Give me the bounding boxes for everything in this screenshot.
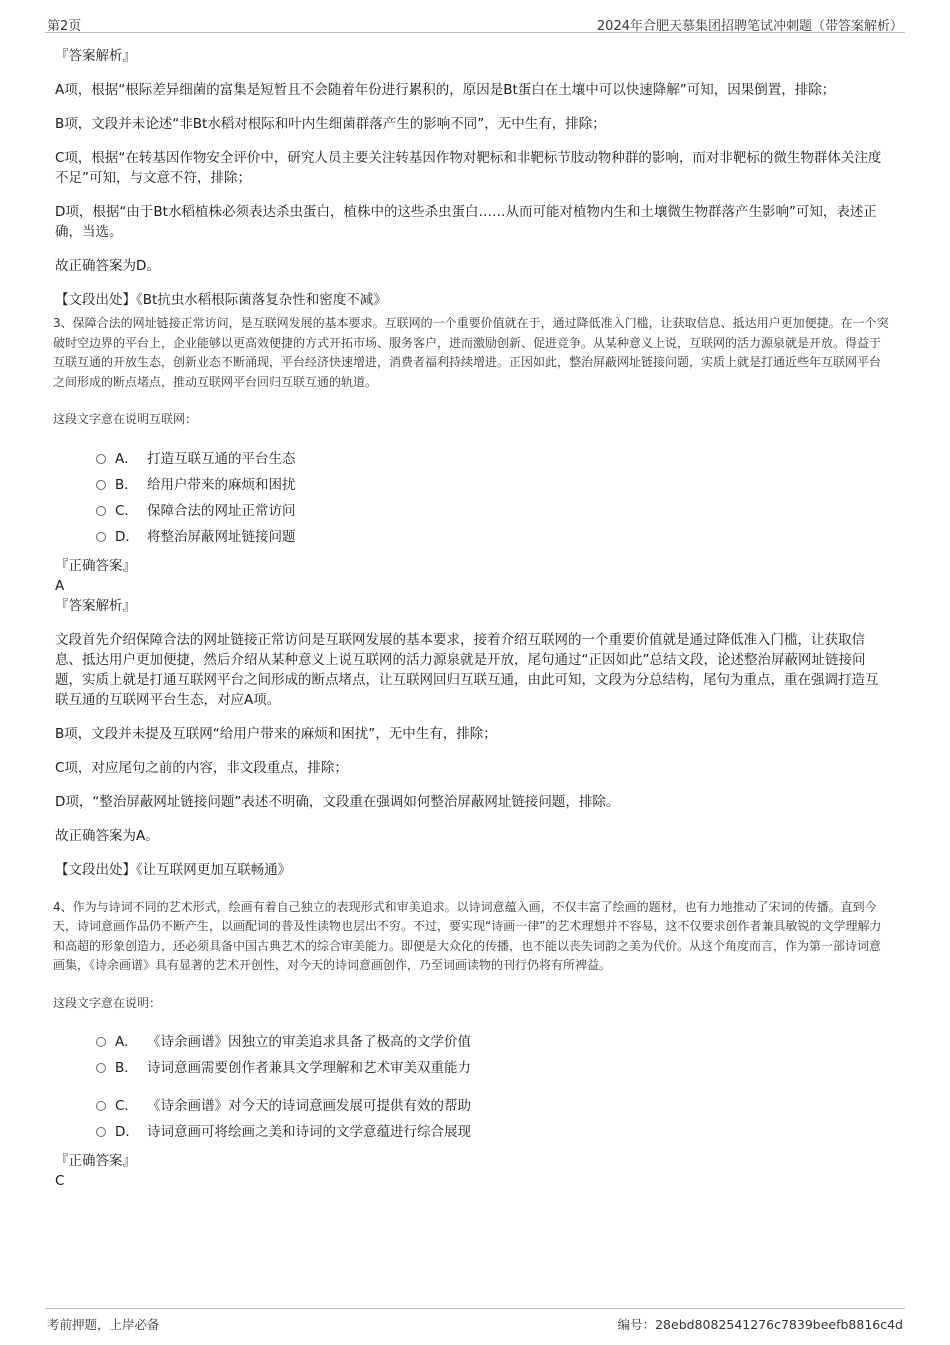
correct-answer: C [55,1173,65,1189]
option-d[interactable] [55,1119,890,1145]
page-footer [45,1308,905,1335]
option-d[interactable] [55,524,890,550]
analysis-main: 文段首先介绍保障合法的网址链接正常访问是互联网发展的基本要求，接着介绍互联网的一个重要价值就是通过降低准入门槛，让获取信息、抵达用户更加便捷，然后介绍从某种意义上说互联网的活力源泉就是开放，尾句通过“正因如此”总结文段，论述整治屏蔽网址链接问题，实质上就是打通互联网平台之间形成的断点堵点，让互联网回归互联互通，由此可知，文段为分总结构，尾句为重点，重在强调打造互联互通的互联网平台生态，对应A项。 [55,631,879,708]
correct-answer: A [55,577,65,594]
page-number: 第2页 [47,19,82,34]
analysis-option-a: A项，根据“根际差异细菌的富集是短暂且不会随着年份进行累积的，原因是Bt蛋白在土壤中可以快速降解”可知，因果倒置，排除； [55,82,836,98]
passage-source: 【文段出处】《让互联网更加互联畅通》 [55,861,292,878]
analysis-option-b: B项，文段并未论述“非Bt水稻对根际和叶内生细菌群落产生的影响不同”，无中生有，排除； [55,116,606,132]
page-content [55,46,890,1191]
option-text: 《诗余画谱》因独立的审美追求具备了极高的文学价值 [147,1034,471,1050]
radio-button-icon[interactable] [96,480,106,490]
radio-button-icon[interactable] [96,454,106,464]
analysis-option-d: D项，根据“由于Bt水稻植株必须表达杀虫蛋白，植株中的这些杀虫蛋白……从而可能对植物内生和土壤微生物群落产生影响”可知，表述正确，当选。 [55,204,877,240]
radio-button-icon[interactable] [96,1037,106,1047]
question-3-prompt: 这段文字意在说明互联网： [53,412,198,426]
radio-button-icon[interactable] [96,1101,106,1111]
correct-answer-heading: 『正确答案』 [55,1153,136,1169]
analysis-option-c: C项，对应尾句之前的内容，非文段重点，排除； [55,759,348,776]
option-letter: A． [115,1034,138,1050]
option-a[interactable] [55,1029,890,1055]
option-text: 《诗余画谱》对今天的诗词意画发展可提供有效的帮助 [147,1098,471,1114]
option-a[interactable] [55,446,890,472]
option-b[interactable] [55,472,890,498]
option-letter: A． [115,450,138,467]
option-text: 诗词意画需要创作者兼具文学理解和艺术审美双重能力 [147,1060,471,1076]
option-letter: C． [115,1098,138,1114]
analysis-heading: 『答案解析』 [55,597,136,614]
option-letter: D． [115,528,139,545]
document-id: 编号：28ebd8082541276c7839beefb8816c4d [617,1317,903,1332]
footer-slogan: 考前押题，上岸必备 [47,1317,160,1332]
option-text: 将整治屏蔽网址链接问题 [147,528,296,545]
radio-button-icon[interactable] [96,532,106,542]
option-text: 保障合法的网址正常访问 [147,502,296,519]
radio-button-icon[interactable] [96,1127,106,1137]
option-letter: C． [115,502,138,519]
option-letter: B． [115,1060,138,1076]
analysis-option-d: D项，“整治屏蔽网址链接问题”表述不明确，文段重在强调如何整治屏蔽网址链接问题，排除。 [55,793,620,810]
document-title: 2024年合肥天慕集团招聘笔试冲刺题（带答案解析） [596,19,903,34]
option-letter: B． [115,476,138,493]
question-4-passage: 4、作为与诗词不同的艺术形式，绘画有着自己独立的表现形式和审美追求。以诗词意蕴入画，不仅丰富了绘画的题材，也有力地推动了宋词的传播。直到今天，诗词意画作品仍不断产生，以画配词的普及性读物也层出不穷。不过，要实现“诗画一律”的艺术理想并不容易，这不仅要求创作者兼具敏锐的文学理解力和高超的形象创造力，还必须具备中国古典艺术的综合审美能力。即便是大众化的传播，也不能以丧失词韵之美为代价。从这个角度而言，作为第一部诗词意画集，《诗余画谱》具有显著的艺术开创性，对今天的诗词意画创作，乃至词画读物的刊行仍将有所裨益。 [53,899,882,972]
correct-answer-heading: 『正确答案』 [55,557,136,574]
option-c[interactable] [55,1093,890,1119]
analysis-heading: 『答案解析』 [55,48,136,64]
radio-button-icon[interactable] [96,1063,106,1073]
option-letter: D． [115,1124,139,1140]
option-text: 诗词意画可将绘画之美和诗词的文学意蕴进行综合展现 [147,1124,471,1140]
passage-source: 【文段出处】《Bt抗虫水稻根际菌落复杂性和密度不减》 [55,292,387,308]
option-b[interactable] [55,1055,890,1081]
option-c[interactable] [55,498,890,524]
question-3-passage: 3、保障合法的网址链接正常访问，是互联网发展的基本要求。互联网的一个重要价值就在于，通过降低准入门槛，让获取信息、抵达用户更加便捷。在一个突破时空边界的平台上，企业能够以更高效便捷的方式开拓市场、服务客户，进而激励创新、促进竞争。从某种意义上说，互联网的活力源泉就是开放。得益于互联互通的开放生态，创新业态不断涌现，平台经济快速增进，消费者福利持续增进。正因如此，整治屏蔽网址链接问题，实质上就是打通近些年互联网平台之间形成的断点堵点，推动互联网平台回归互联互通的轨道。 [53,316,889,389]
option-text: 给用户带来的麻烦和困扰 [147,476,296,493]
analysis-option-c: C项，根据“在转基因作物安全评价中，研究人员主要关注转基因作物对靶标和非靶标节肢动物种群的影响，而对非靶标的微生物群体关注度不足”可知，与文意不符，排除； [55,150,882,186]
option-text: 打造互联互通的平台生态 [147,450,296,467]
analysis-conclusion: 故正确答案为A。 [55,827,159,844]
question-4-options [55,1029,890,1145]
analysis-option-b: B项，文段并未提及互联网“给用户带来的麻烦和困扰”，无中生有，排除； [55,725,497,742]
page-header [45,12,905,33]
question-3-options [55,446,890,550]
analysis-conclusion: 故正确答案为D。 [55,258,160,274]
question-4-prompt: 这段文字意在说明： [53,995,162,1010]
radio-button-icon[interactable] [96,506,106,516]
